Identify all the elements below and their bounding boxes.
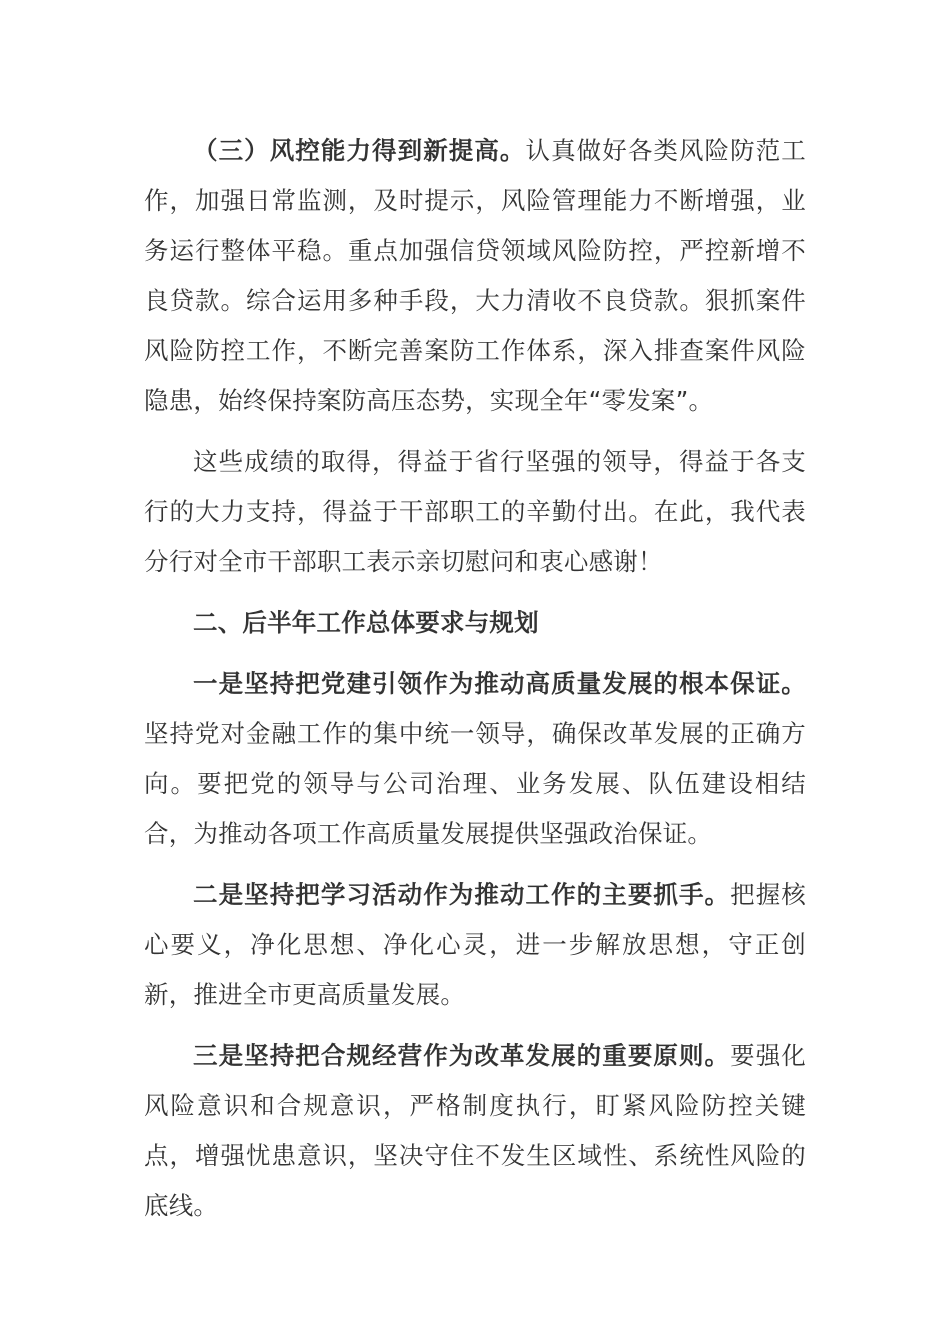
paragraph-text: 认真做好各类风险防范工作，加强日常监测，及时提示，风险管理能力不断增强，业务运行整体平稳。重点加强信贷领域风险防控，严控新增不良贷款。综合运用多种手段，大力清收不良贷款。狠抓案件风险防控工作，不断完善案防工作体系，深入排查案件风险隐患，始终保持案防高压态势，实现全年“零发案”。 — [144, 136, 806, 415]
section-heading: 二、后半年工作总体要求与规划 — [193, 608, 539, 637]
point-compliance — [144, 1031, 806, 1231]
paragraph-lead: （三）风控能力得到新提高。 — [193, 136, 526, 165]
point-lead: 一是坚持把党建引领作为推动高质量发展的根本保证。 — [193, 669, 806, 698]
paragraph-acknowledgement — [144, 437, 806, 587]
document-body — [144, 126, 806, 1242]
point-learning — [144, 870, 806, 1020]
paragraph-risk-control — [144, 126, 806, 426]
point-text: 坚持党对金融工作的集中统一领导，确保改革发展的正确方向。要把党的领导与公司治理、业务发展、队伍建设相结合，为推动各项工作高质量发展提供坚强政治保证。 — [144, 719, 806, 848]
point-lead: 三是坚持把合规经营作为改革发展的重要原则。 — [193, 1041, 731, 1070]
point-party-building — [144, 659, 806, 859]
point-lead: 二是坚持把学习活动作为推动工作的主要抓手。 — [193, 880, 731, 909]
paragraph-text: 这些成绩的取得，得益于省行坚强的领导，得益于各支行的大力支持，得益于干部职工的辛勤付出。在此，我代表分行对全市干部职工表示亲切慰问和衷心感谢！ — [144, 447, 806, 576]
point-text: 要强化风险意识和合规意识，严格制度执行，盯紧风险防控关键点，增强忧患意识，坚决守住不发生区域性、系统性风险的底线。 — [144, 1041, 806, 1220]
point-text: 把握核心要义，净化思想、净化心灵，进一步解放思想，守正创新，推进全市更高质量发展。 — [144, 880, 806, 1009]
